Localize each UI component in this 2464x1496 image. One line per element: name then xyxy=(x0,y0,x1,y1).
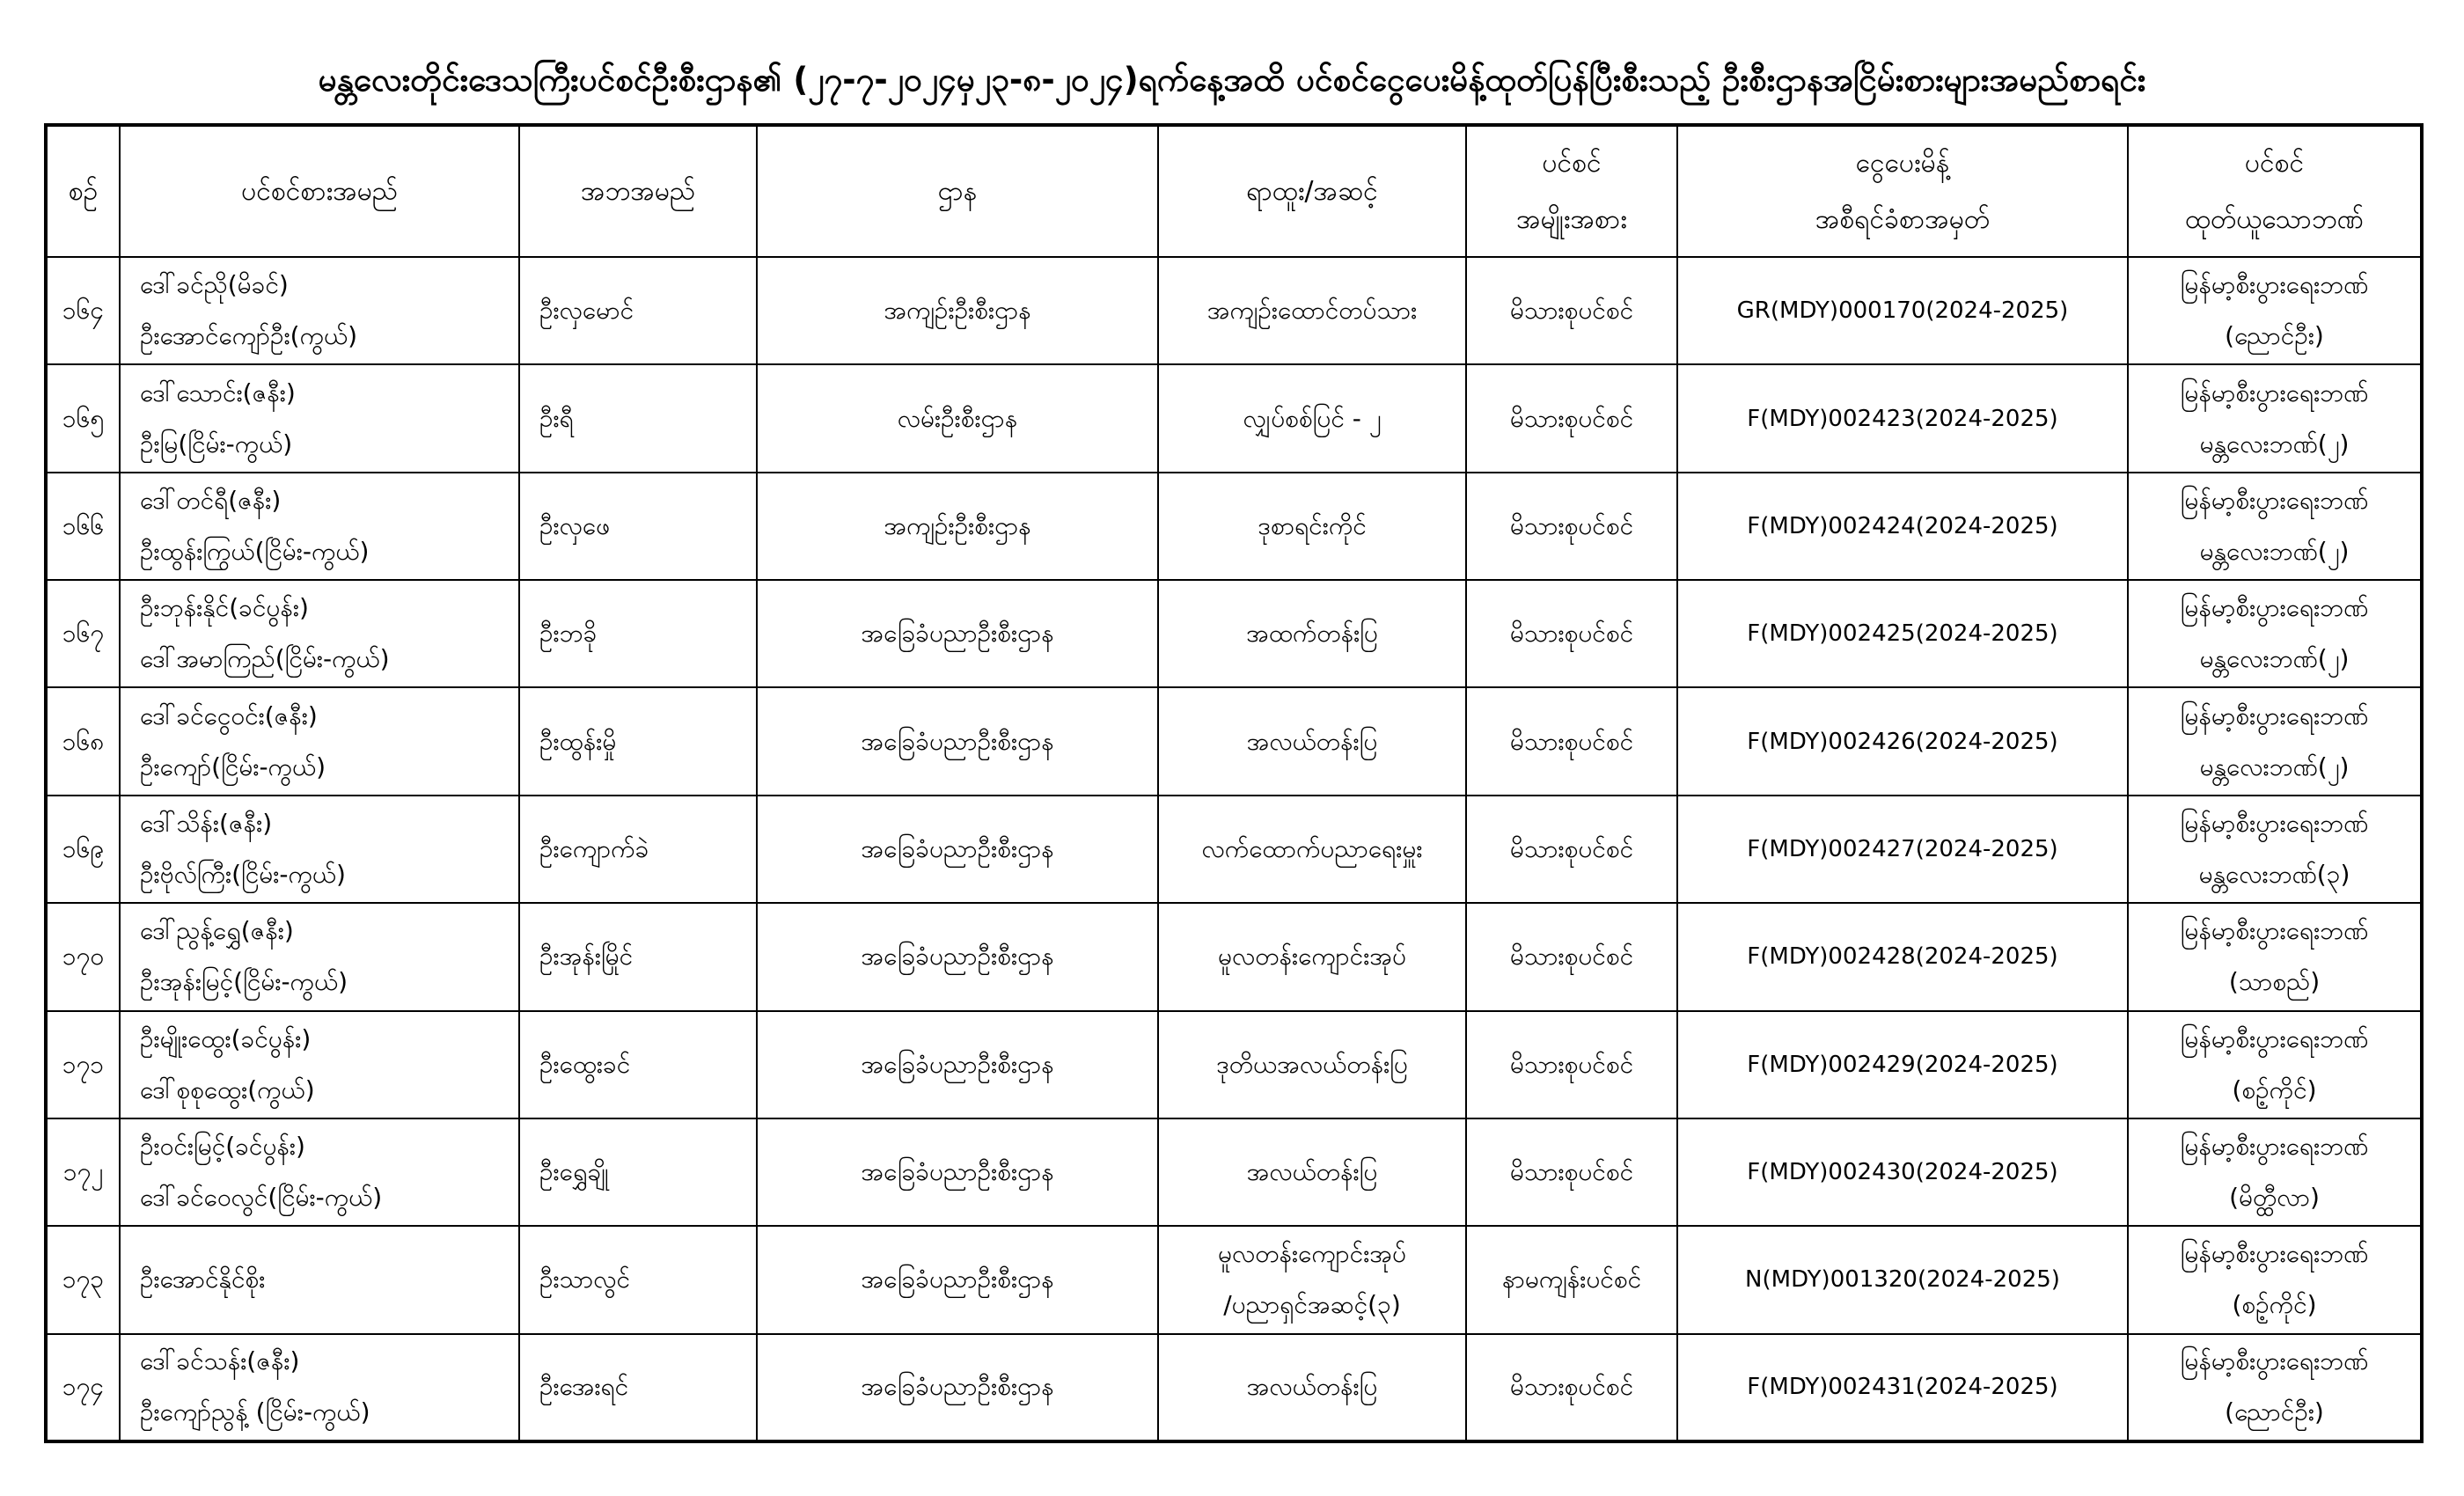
row-number-cell: ၁၆၇ xyxy=(46,580,120,687)
bank-cell-line: မြန်မာ့စီးပွားရေးဘဏ် xyxy=(2180,1023,2369,1053)
department-cell: လမ်းဦးစီးဌာန xyxy=(757,364,1158,472)
position-cell-line: မူလတန်းကျောင်းအုပ် xyxy=(1218,1239,1406,1269)
header-text-line: ပင်စင်စားအမည် xyxy=(241,175,398,207)
pensioner-name-cell-line: ဒေါ်သောင်း(ဇနီး) xyxy=(140,378,296,407)
position-cell-line: အလယ်တန်းပြ xyxy=(1246,1157,1378,1187)
bank-cell-line: (ညောင်ဦး) xyxy=(2225,1397,2324,1427)
col-header-pension-type xyxy=(1466,125,1677,257)
pensioner-name-cell xyxy=(120,1334,519,1441)
row-number-cell: ၁၇၂ xyxy=(46,1118,120,1226)
position-cell xyxy=(1158,364,1466,472)
pensioner-name-cell xyxy=(120,1226,519,1333)
pension-type-cell: မိသားစုပင်စင် xyxy=(1466,1011,1677,1118)
position-cell-line: ဒုစာရင်းကိုင် xyxy=(1258,510,1367,540)
father-name-cell: ဦးလှမောင် xyxy=(519,257,757,364)
pension-type-cell: မိသားစုပင်စင် xyxy=(1466,1118,1677,1226)
header-text-line: ပင်စင် xyxy=(2244,147,2305,179)
position-cell xyxy=(1158,257,1466,364)
pensioner-name-cell-line: ဦးအောင်ကျော်ဦး(ကွယ်) xyxy=(140,321,358,351)
position-cell xyxy=(1158,580,1466,687)
pensioner-name-cell-line: ဒေါ်သိန်း(ဇနီး) xyxy=(140,808,273,838)
payment-order-cell: F(MDY)002426(2024-2025) xyxy=(1677,687,2128,795)
payment-order-cell: F(MDY)002430(2024-2025) xyxy=(1677,1118,2128,1226)
position-cell xyxy=(1158,1334,1466,1441)
row-number-cell: ၁၇၄ xyxy=(46,1334,120,1441)
pensioner-name-cell xyxy=(120,1011,519,1118)
father-name-cell: ဦးရီ xyxy=(519,364,757,472)
header-text-line: အဘအမည် xyxy=(580,175,696,207)
position-cell xyxy=(1158,1011,1466,1118)
bank-cell-line: မန္တလေးဘဏ်(၂) xyxy=(2199,429,2350,458)
bank-cell-line: မြန်မာ့စီးပွားရေးဘဏ် xyxy=(2180,1239,2369,1269)
department-cell: အခြေခံပညာဦးစီးဌာန xyxy=(757,796,1158,903)
pensioner-name-cell-line: ဦးကျော်ညွန့် (ငြိမ်း-ကွယ်) xyxy=(140,1397,370,1427)
col-header-position xyxy=(1158,125,1466,257)
row-number-cell: ၁၇၁ xyxy=(46,1011,120,1118)
payment-order-cell: F(MDY)002424(2024-2025) xyxy=(1677,473,2128,580)
bank-cell xyxy=(2128,1011,2422,1118)
bank-cell-line: မြန်မာ့စီးပွားရေးဘဏ် xyxy=(2180,808,2369,838)
pensioner-name-cell-line: ဦးအောင်နိုင်စိုး xyxy=(140,1265,266,1294)
bank-cell-line: မန္တလေးဘဏ်(၂) xyxy=(2199,644,2350,674)
department-cell: အခြေခံပညာဦးစီးဌာန xyxy=(757,1011,1158,1118)
pension-type-cell: နာမကျန်းပင်စင် xyxy=(1466,1226,1677,1333)
department-cell: အခြေခံပညာဦးစီးဌာန xyxy=(757,580,1158,687)
payment-order-cell: N(MDY)001320(2024-2025) xyxy=(1677,1226,2128,1333)
department-cell: အကျဉ်းဦးစီးဌာန xyxy=(757,473,1158,580)
bank-cell xyxy=(2128,1118,2422,1226)
position-cell xyxy=(1158,1226,1466,1333)
table-row xyxy=(46,796,2422,903)
bank-cell xyxy=(2128,903,2422,1010)
pensioner-name-cell-line: ဒေါ်ခင်ငွေဝင်း(ဇနီး) xyxy=(140,700,318,730)
bank-cell xyxy=(2128,257,2422,364)
bank-cell-line: မြန်မာ့စီးပွားရေးဘဏ် xyxy=(2180,1346,2369,1376)
pensioner-name-cell-line: ဦးထွန်းကြွယ်(ငြိမ်း-ကွယ်) xyxy=(140,536,370,566)
payment-order-cell: F(MDY)002429(2024-2025) xyxy=(1677,1011,2128,1118)
pensioner-name-cell xyxy=(120,687,519,795)
table-row xyxy=(46,257,2422,364)
table-row xyxy=(46,473,2422,580)
payment-order-cell: F(MDY)002428(2024-2025) xyxy=(1677,903,2128,1010)
header-text-line: ပင်စင် xyxy=(1542,147,1602,179)
table-row xyxy=(46,1011,2422,1118)
pensioner-name-cell-line: ဦးဘုန်းနိုင်(ခင်ပွန်း) xyxy=(140,593,309,623)
header-text-line: ထုတ်ယူသောဘဏ် xyxy=(2185,203,2364,235)
bank-cell-line: မြန်မာ့စီးပွားရေးဘဏ် xyxy=(2180,916,2369,946)
table-row xyxy=(46,1118,2422,1226)
table-row xyxy=(46,687,2422,795)
pensioner-name-cell xyxy=(120,903,519,1010)
pension-type-cell: မိသားစုပင်စင် xyxy=(1466,580,1677,687)
bank-cell-line: မြန်မာ့စီးပွားရေးဘဏ် xyxy=(2180,378,2369,407)
bank-cell xyxy=(2128,580,2422,687)
pension-type-cell: မိသားစုပင်စင် xyxy=(1466,903,1677,1010)
row-number-cell: ၁၆၅ xyxy=(46,364,120,472)
pensioner-name-cell-line: ဦးမျိုးထွေး(ခင်ပွန်း) xyxy=(140,1023,312,1053)
department-cell: အကျဉ်းဦးစီးဌာန xyxy=(757,257,1158,364)
father-name-cell: ဦးအေးရင် xyxy=(519,1334,757,1441)
bank-cell-line: (ညောင်ဦး) xyxy=(2225,321,2324,351)
bank-cell xyxy=(2128,687,2422,795)
pension-type-cell: မိသားစုပင်စင် xyxy=(1466,1334,1677,1441)
col-header-pensioner-name xyxy=(120,125,519,257)
pensioner-name-cell-line: ဒေါ်အမာကြည်(ငြိမ်း-ကွယ်) xyxy=(140,644,390,674)
pensioner-name-cell xyxy=(120,473,519,580)
department-cell: အခြေခံပညာဦးစီးဌာန xyxy=(757,687,1158,795)
row-number-cell: ၁၆၈ xyxy=(46,687,120,795)
bank-cell-line: မြန်မာ့စီးပွားရေးဘဏ် xyxy=(2180,485,2369,515)
col-header-department xyxy=(757,125,1158,257)
pension-type-cell: မိသားစုပင်စင် xyxy=(1466,364,1677,472)
table-row xyxy=(46,1334,2422,1441)
position-cell-line: ဒုတိယအလယ်တန်းပြ xyxy=(1216,1049,1408,1079)
table-row xyxy=(46,580,2422,687)
bank-cell-line: မြန်မာ့စီးပွားရေးဘဏ် xyxy=(2180,1132,2369,1162)
bank-cell xyxy=(2128,1226,2422,1333)
bank-cell-line: မြန်မာ့စီးပွားရေးဘဏ် xyxy=(2180,700,2369,730)
table-header-row xyxy=(46,125,2422,257)
payment-order-cell: F(MDY)002431(2024-2025) xyxy=(1677,1334,2128,1441)
col-header-father-name xyxy=(519,125,757,257)
pension-type-cell: မိသားစုပင်စင် xyxy=(1466,473,1677,580)
pension-type-cell: မိသားစုပင်စင် xyxy=(1466,796,1677,903)
document-title: မန္တလေးတိုင်းဒေသကြီးပင်စင်ဦးစီးဌာန၏ (၂၇-၇-၂၀၂၄မှ၂၃-၈-၂၀၂၄)ရက်နေ့အထိ ပင်စင်ငွေပေးမိန့်ထုတ်ပြန်ပြီးစီးသည့် ဦးစီးဌာနအငြိမ်းစားများအမည်စာရင်း xyxy=(318,61,2146,99)
header-text-line: စဉ် xyxy=(68,175,99,207)
bank-cell-line: (စဉ့်ကိုင်) xyxy=(2232,1290,2317,1320)
row-number-cell: ၁၇၃ xyxy=(46,1226,120,1333)
pension-type-cell: မိသားစုပင်စင် xyxy=(1466,687,1677,795)
bank-cell xyxy=(2128,796,2422,903)
father-name-cell: ဦးထွန်းမှို xyxy=(519,687,757,795)
pensioner-name-cell-line: ဒေါ်ညွန့်ရွှေ(ဇနီး) xyxy=(140,916,294,946)
position-cell-line: မူလတန်းကျောင်းအုပ် xyxy=(1218,942,1406,972)
table-body xyxy=(46,257,2422,1441)
department-cell: အခြေခံပညာဦးစီးဌာန xyxy=(757,903,1158,1010)
father-name-cell: ဦးကျောက်ခဲ xyxy=(519,796,757,903)
position-cell-line: အလယ်တန်းပြ xyxy=(1246,726,1378,756)
pensioner-name-cell-line: ဒေါ်ခင်ညို(မိခင်) xyxy=(140,270,289,300)
header-text-line: ဌာန xyxy=(937,175,978,207)
position-cell-line: လျှပ်စစ်ပြင် - ၂ xyxy=(1243,403,1382,433)
table-row xyxy=(46,903,2422,1010)
position-cell xyxy=(1158,1118,1466,1226)
bank-cell-line: (သာစည်) xyxy=(2228,967,2321,997)
pensioner-name-cell-line: ဒေါ်တင်ရီ(ဇနီး) xyxy=(140,485,282,515)
department-cell: အခြေခံပညာဦးစီးဌာန xyxy=(757,1118,1158,1226)
payment-order-cell: GR(MDY)000170(2024-2025) xyxy=(1677,257,2128,364)
pensioner-name-cell-line: ဦးမြ(ငြိမ်း-ကွယ်) xyxy=(140,429,293,458)
pensioner-name-cell xyxy=(120,364,519,472)
pensioner-name-cell-line: ဦးကျော်(ငြိမ်း-ကွယ်) xyxy=(140,752,326,781)
col-header-no xyxy=(46,125,120,257)
table-row xyxy=(46,1226,2422,1333)
header-text-line: အစီရင်ခံစာအမှတ် xyxy=(1815,203,1991,235)
position-cell-line: လက်ထောက်ပညာရေးမှူး xyxy=(1201,833,1423,863)
row-number-cell: ၁၇၀ xyxy=(46,903,120,1010)
bank-cell xyxy=(2128,473,2422,580)
position-cell-line: အထက်တန်းပြ xyxy=(1246,619,1378,649)
col-header-bank xyxy=(2128,125,2422,257)
pensioner-name-cell xyxy=(120,1118,519,1226)
pensioner-name-cell xyxy=(120,257,519,364)
pensioner-name-cell-line: ဦးဝင်းမြင့်(ခင်ပွန်း) xyxy=(140,1132,305,1162)
pensioner-name-cell-line: ဦးအုန်းမြင့်(ငြိမ်း-ကွယ်) xyxy=(140,967,348,997)
payment-order-cell: F(MDY)002425(2024-2025) xyxy=(1677,580,2128,687)
bank-cell xyxy=(2128,1334,2422,1441)
table-row xyxy=(46,364,2422,472)
pension-type-cell: မိသားစုပင်စင် xyxy=(1466,257,1677,364)
father-name-cell: ဦးထွေးခင် xyxy=(519,1011,757,1118)
row-number-cell: ၁၆၉ xyxy=(46,796,120,903)
father-name-cell: ဦးဘခို xyxy=(519,580,757,687)
header-text-line: ရာထူး/အဆင့် xyxy=(1246,175,1378,207)
department-cell: အခြေခံပညာဦးစီးဌာန xyxy=(757,1334,1158,1441)
position-cell xyxy=(1158,687,1466,795)
pensioner-name-cell xyxy=(120,580,519,687)
department-cell: အခြေခံပညာဦးစီးဌာန xyxy=(757,1226,1158,1333)
header-text-line: ငွေပေးမိန့် xyxy=(1855,147,1950,179)
pensioner-name-cell-line: ဒေါ်ခင်ဝေလွင်(ငြိမ်း-ကွယ်) xyxy=(140,1183,383,1213)
father-name-cell: ဦးရွှေချို xyxy=(519,1118,757,1226)
bank-cell xyxy=(2128,364,2422,472)
payment-order-cell: F(MDY)002423(2024-2025) xyxy=(1677,364,2128,472)
bank-cell-line: (စဉ့်ကိုင်) xyxy=(2232,1074,2317,1104)
father-name-cell: ဦးလှဖေ xyxy=(519,473,757,580)
position-cell-line: အလယ်တန်းပြ xyxy=(1246,1372,1378,1402)
position-cell xyxy=(1158,796,1466,903)
pensioner-name-cell-line: ဦးဗိုလ်ကြီး(ငြိမ်း-ကွယ်) xyxy=(140,859,346,889)
bank-cell-line: မန္တလေးဘဏ်(၂) xyxy=(2199,752,2350,781)
bank-cell-line: မန္တလေးဘဏ်(၂) xyxy=(2199,536,2350,566)
pensioner-name-cell-line: ဒေါ်စုစုထွေး(ကွယ်) xyxy=(140,1074,315,1104)
bank-cell-line: မြန်မာ့စီးပွားရေးဘဏ် xyxy=(2180,593,2369,623)
bank-cell-line: (မိတ္ထီလာ) xyxy=(2229,1183,2320,1213)
bank-cell-line: မန္တလေးဘဏ်(၃) xyxy=(2198,859,2350,889)
row-number-cell: ၁၆၆ xyxy=(46,473,120,580)
father-name-cell: ဦးသာလွင် xyxy=(519,1226,757,1333)
position-cell-line: အကျဉ်းထောင်တပ်သား xyxy=(1206,296,1418,326)
col-header-payment-order-no xyxy=(1677,125,2128,257)
position-cell xyxy=(1158,473,1466,580)
father-name-cell: ဦးအုန်းမြိုင် xyxy=(519,903,757,1010)
row-number-cell: ၁၆၄ xyxy=(46,257,120,364)
position-cell-line: /ပညာရှင်အဆင့်(၃) xyxy=(1223,1290,1401,1320)
pensioner-table xyxy=(44,123,2424,1443)
header-text-line: အမျိုးအစား xyxy=(1516,203,1627,235)
payment-order-cell: F(MDY)002427(2024-2025) xyxy=(1677,796,2128,903)
pensioner-name-cell xyxy=(120,796,519,903)
pensioner-name-cell-line: ဒေါ်ခင်သန်း(ဇနီး) xyxy=(140,1346,300,1376)
position-cell xyxy=(1158,903,1466,1010)
bank-cell-line: မြန်မာ့စီးပွားရေးဘဏ် xyxy=(2180,270,2369,300)
